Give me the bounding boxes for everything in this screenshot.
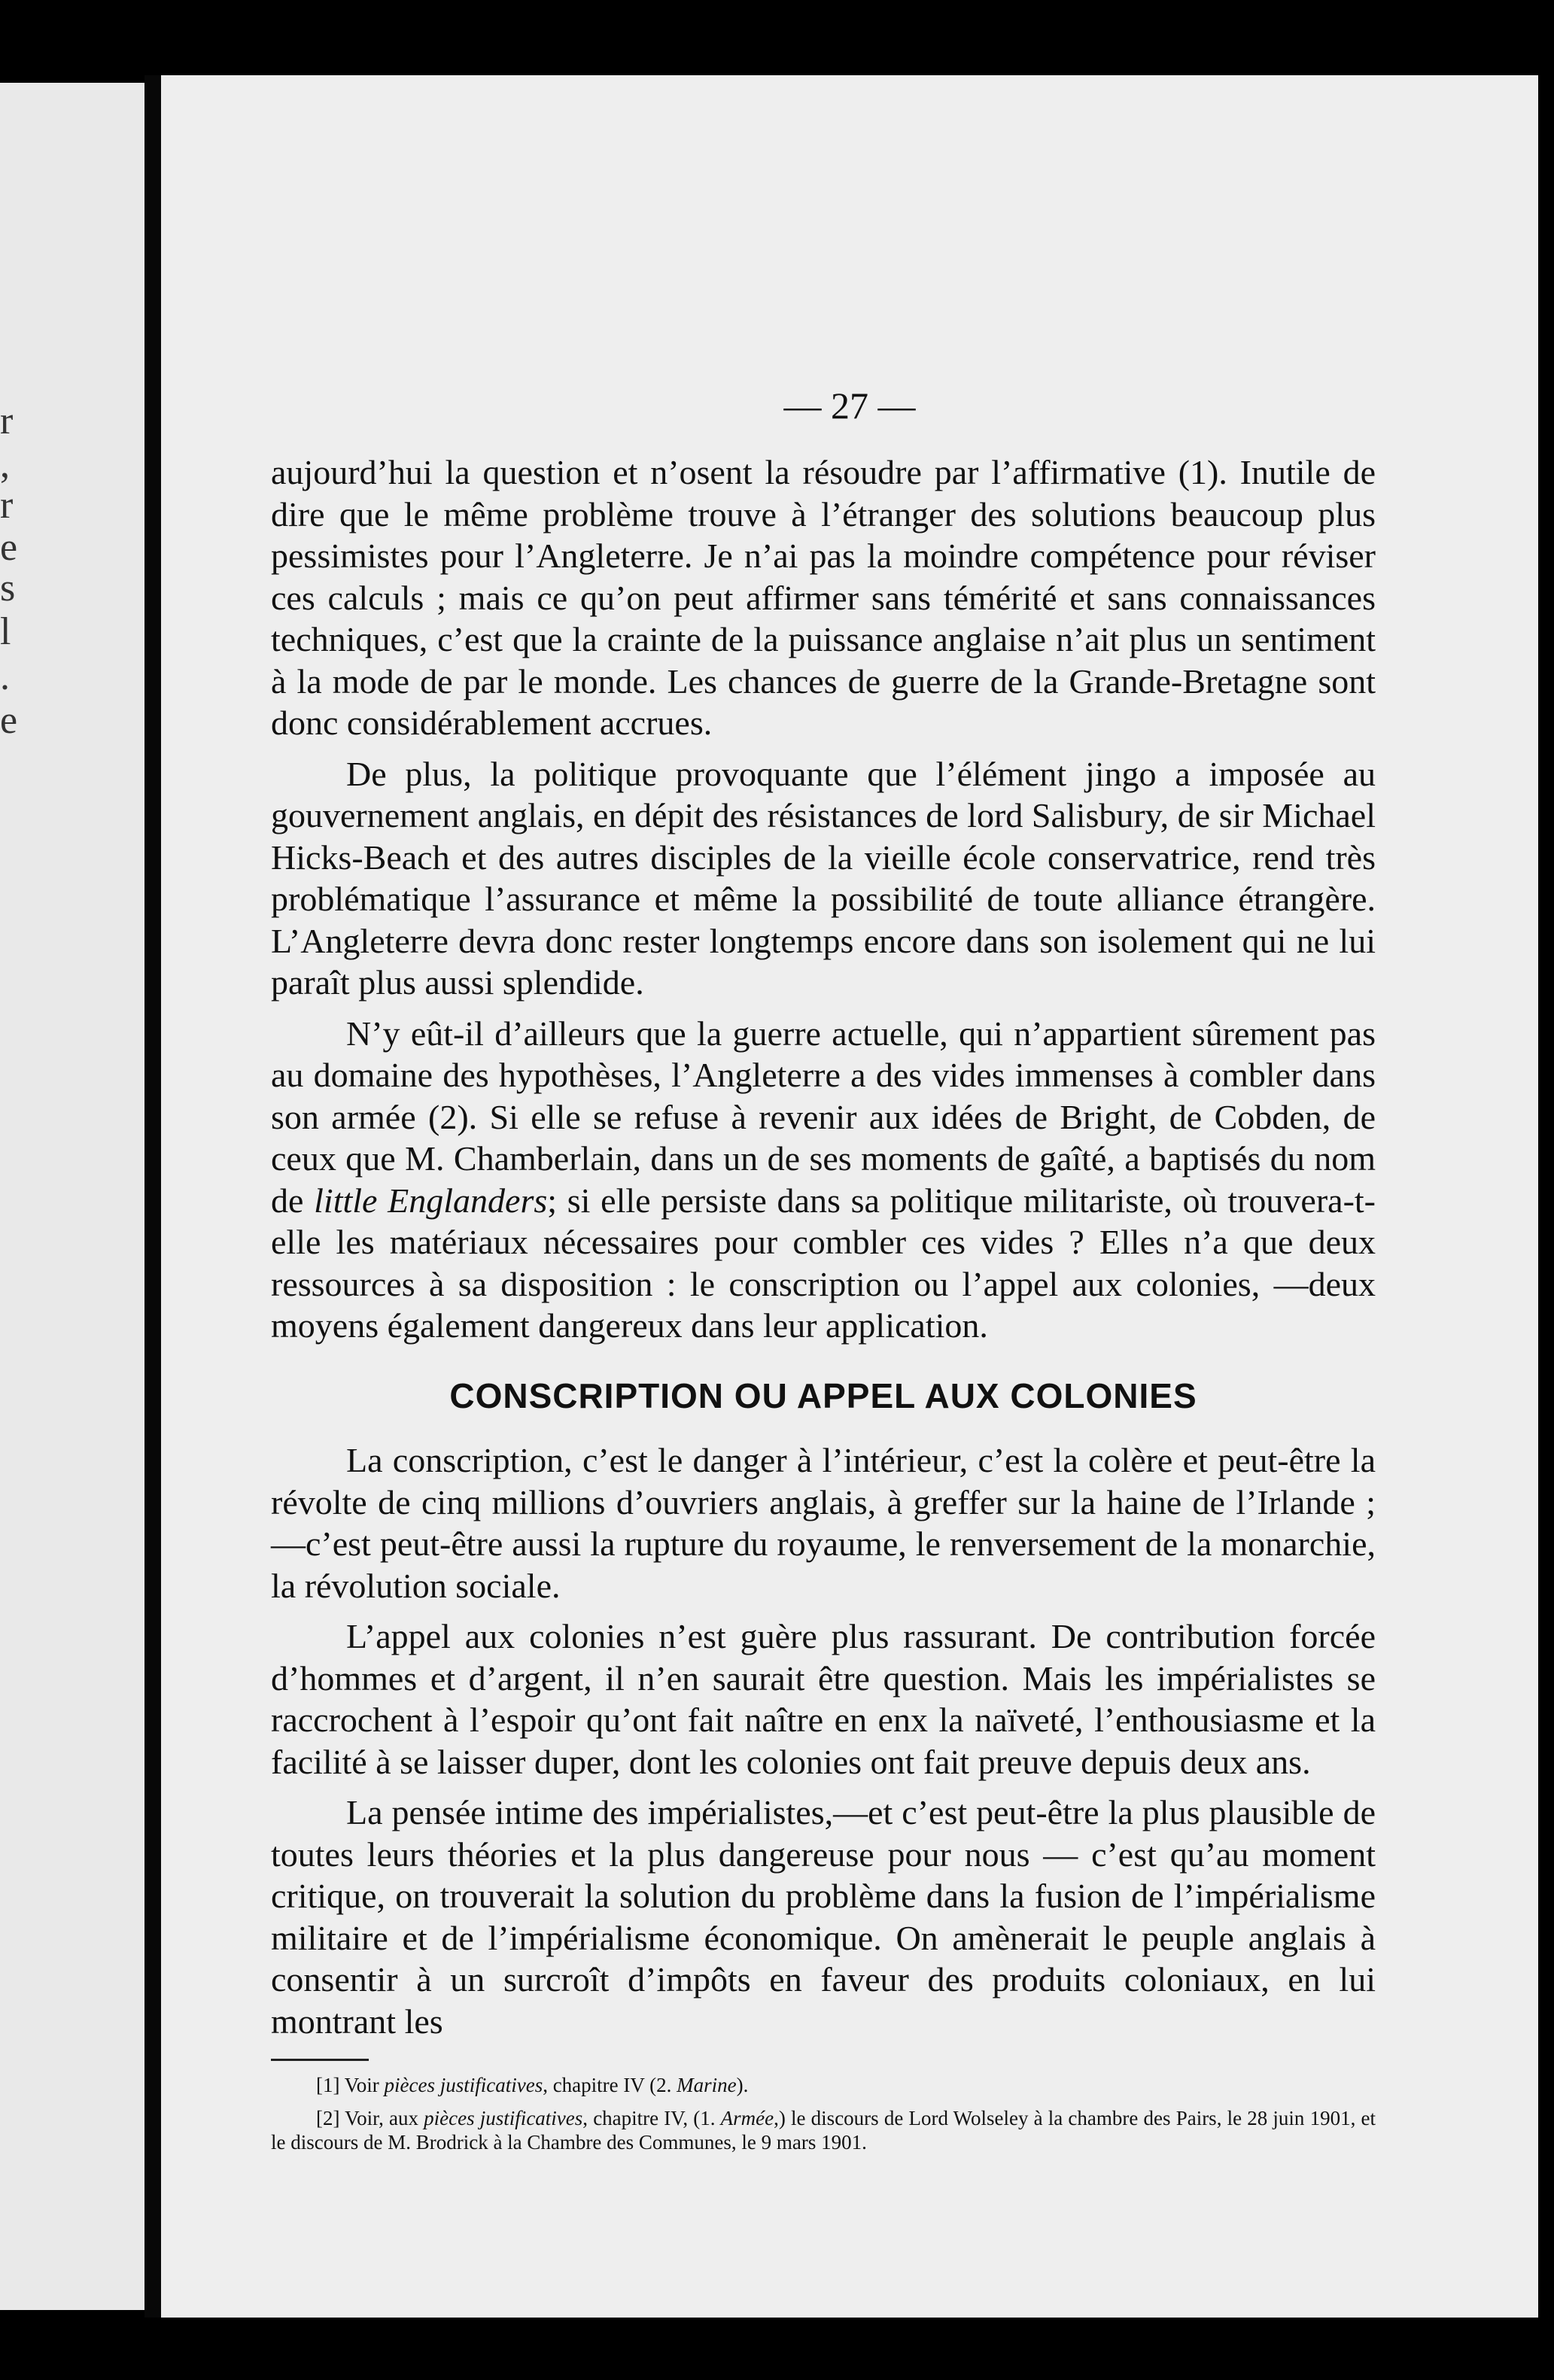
footnote-text: [2] Voir, aux <box>316 2107 424 2129</box>
footnote-italic: Armée <box>720 2107 774 2129</box>
book-page <box>161 75 1538 2318</box>
footnote-italic: Marine <box>677 2074 737 2096</box>
footnotes <box>271 2073 1376 2154</box>
footnote-italic: pièces justificatives <box>384 2074 543 2096</box>
previous-page-edge <box>0 83 144 2310</box>
paragraph <box>271 1013 1376 1347</box>
footnote-2 <box>271 2106 1376 2154</box>
footnote-text: ). <box>736 2074 749 2096</box>
footnote-italic: pièces justificatives <box>424 2107 583 2129</box>
margin-fragment: r <box>0 484 14 527</box>
book-spine <box>144 75 161 2318</box>
footnote-text: , chapitre IV, (1. <box>582 2107 721 2129</box>
paragraph: aujourd’hui la question et n’osent la résoudre par l’affirmative (1). Inutile de dire que le même problème trouve à l’étranger des solutions beaucoup plus pessimistes pour l’Angleterre. Je n’ai pas la moindre compétence pour réviser ces calculs ; mais ce qu’on peut affirmer sans témérité et sans connaissances techniques, c’est que la crainte de la puissance anglaise n’ait plus un sentiment à la mode de par le monde. Les chances de guerre de la Grande-Bretagne sont donc considérablement accrues. <box>271 453 1376 742</box>
margin-fragment: s <box>0 567 16 609</box>
footnote-rule <box>271 2059 369 2061</box>
page-body <box>271 451 1376 2154</box>
margin-fragment: e <box>0 699 18 742</box>
footnote-text: [1] Voir <box>316 2074 385 2096</box>
paragraph: De plus, la politique provoquante que l’élément jingo a imposée au gouvernement anglais, en dépit des résistances de lord Salisbury, de sir Michael Hicks-Beach et des autres disciples de la vieille école conservatrice, rend très problématique l’assurance et même la possibilité de toute alliance étrangère. L’Angleterre devra donc rester longtemps encore dans son isolement qui ne lui paraît plus aussi splendide. <box>271 754 1376 1002</box>
margin-fragment: l <box>0 610 11 653</box>
page-number: — 27 — <box>783 385 916 427</box>
italic-term: little Englanders <box>314 1181 548 1220</box>
footnote-text: ,) le discours de Lord Wolseley à la chambre des Pairs, le 28 juin 1901, et le discours de M. Brodrick à la Chambre des Communes, le 9 mars 1901. <box>271 2107 1376 2154</box>
section-heading: CONSCRIPTION OU APPEL AUX COLONIES <box>449 1375 1197 1415</box>
margin-fragment: . <box>0 655 10 698</box>
margin-fragment: r <box>0 400 14 442</box>
footnote-text: , chapitre IV (2. <box>543 2074 677 2096</box>
margin-fragment: , <box>0 443 10 486</box>
paragraph: L’appel aux colonies n’est guère plus rassurant. De contribution forcée d’hommes et d’argent, il n’en saurait être question. Mais les impérialistes se raccrochent à l’espoir qu’ont fait naître en enx la naïveté, l’enthousiasme et la facilité à se laisser duper, dont les colonies ont fait preuve depuis deux ans. <box>271 1617 1376 1781</box>
paragraph: La conscription, c’est le danger à l’intérieur, c’est la colère et peut-être la révolte de cinq millions d’ouvriers anglais, à greffer sur la haine de l’Irlande ;—c’est peut-être aussi la rupture du royaume, le renversement de la monarchie, la révolution sociale. <box>271 1441 1376 1605</box>
paragraph: La pensée intime des impérialistes,—et c’est peut-être la plus plausible de toutes leurs théories et la plus dangereuse pour nous — c’est qu’au moment critique, on trouverait la solution du problème dans la fusion de l’impérialisme militaire et de l’impérialisme économique. On amènerait le peuple anglais à consentir à un surcroît d’impôts en faveur des produits coloniaux, en lui montrant les <box>271 1793 1376 2041</box>
paragraph-text: N’y eût-il d’ailleurs que la guerre actuelle, qui n’appartient sûrement pas au domaine des hypothèses, l’Angleterre a des vides immenses à combler dans son armée (2). Si elle se refuse à revenir aux idées de Bright, de Cobden, de ceux que M. Chamberlain, dans un de ses moments de gaîté, a baptisés du nom de <box>271 1014 1376 1220</box>
footnote-1 <box>271 2073 1376 2097</box>
paragraph-text: ; si elle persiste dans sa politique militariste, où trouvera-t-elle les matériaux nécessaires pour combler ces vides ? Elles n’a que deux ressources à sa disposition : le conscription ou l’appel aux colonies, —deux moyens également dangereux dans leur application. <box>271 1181 1376 1345</box>
margin-fragment: e <box>0 526 18 569</box>
